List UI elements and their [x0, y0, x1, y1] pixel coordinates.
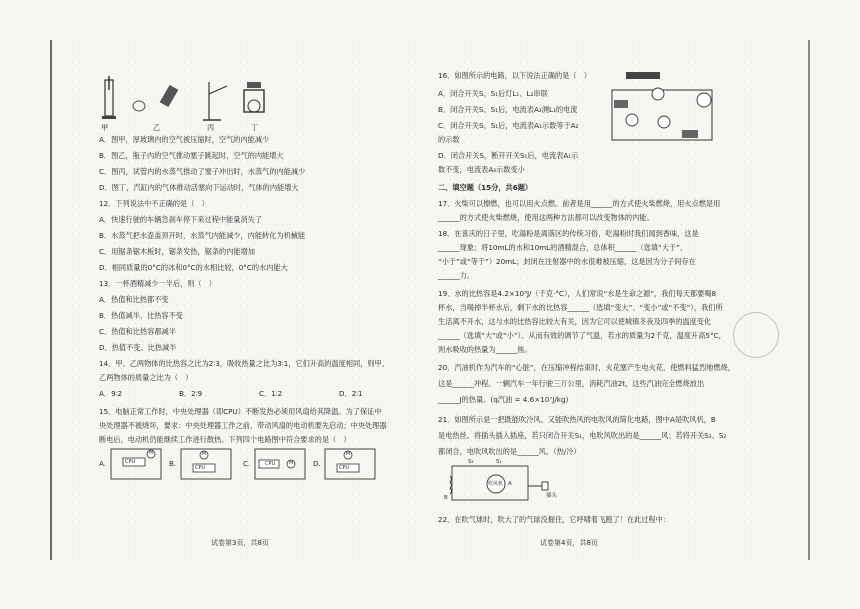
q15-motor-label-c: M [289, 460, 294, 466]
q20-line-3: ______J的热量。(q汽油 = 4.6×10⁷J/kg) [438, 395, 569, 404]
q14-stem-2: 乙两物体的质量之比为（ ） [99, 373, 193, 382]
q11-option-a: A．图甲，厚玻璃内的空气被压缩时，空气的内能减少 [99, 135, 270, 144]
q18-line-2: ______现象；将10mL的水和10mL的酒精混合，总体积______（选填“大于”、 [438, 243, 688, 252]
fig-label-jia: 甲 [101, 123, 109, 132]
q12-stem: 12．下列说法中不正确的是（ ） [99, 199, 209, 208]
left-page-footer: 试卷第3页，共8页 [211, 539, 269, 547]
q15-cpu-label-d: CPU [339, 465, 350, 471]
q14-option-c: C．1∶2 [259, 389, 283, 398]
q19-line-2: 杯水，当喝掉半杯水后，剩下水的比热容______（选填“变大”、“变小”或“不变”），我们所 [438, 303, 723, 312]
stamp-mark [733, 312, 779, 358]
q16-option-c: C．闭合开关S、S₁后，电流表A₁示数等于A₂ [438, 121, 579, 130]
q13-option-d: D．热值不变、比热减半 [99, 343, 177, 352]
q21-line-3: 都闭合，电吹风吹出的是______风。（热/冷） [438, 447, 581, 456]
q15-cpu-label-a: CPU [125, 459, 136, 465]
q12-option-a: A．快速行驶的车辆急刹车停下来过程中能量消失了 [99, 215, 263, 224]
q11-option-b: B．图乙，瓶子内的空气推动塞子跳起时，空气的内能增大 [99, 151, 284, 160]
q15-letter-d: D. [313, 459, 321, 468]
q19-line-3: 生活离不开水，这与水的比热容比较大有关，因为它可以使城镇冬夜及四季的温度变化 [438, 317, 712, 326]
fig21-label-a: A [508, 481, 512, 487]
q15-letter-c: C. [243, 459, 251, 468]
q19-line-1: 19．水的比热容是4.2×10³J/（千克·°C），人们常说“水是生命之源”，我们每天都要喝8 [438, 289, 717, 298]
q15-motor-label-a: M [149, 450, 154, 456]
q19-line-5: 则水吸收的热量为______焦。 [438, 345, 532, 354]
q13-stem: 13．一杯酒精减少一半后，则（ ） [99, 279, 216, 288]
q18-line-1: 18．在喜庆的日子里，吃湯粉是离落区的传统习俗，吃湯粉时我们闻到香味，这是 [438, 229, 699, 238]
q13-option-a: A．热值和比热都不变 [99, 295, 169, 304]
q15-letter-a: A. [99, 459, 107, 468]
q16-option-d-cont: 数不变，电流表A₂示数变小 [438, 165, 525, 174]
q19-line-4: ______（选填“大”或“小”）。从而有效的调节了气温，若水的质量为2千克，温度升高5°C， [438, 331, 726, 340]
q13-option-b: B．热值减半、比热容不变 [99, 311, 183, 320]
q11-option-d: D．图丁，汽缸内的气体推动活塞向下运动时，气体的内能增大 [99, 183, 299, 192]
q12-option-c: C．用锯条锯木板时，锯条发热，锯条的内能增加 [99, 247, 255, 256]
q12-option-d: D．相同质量的0°C的冰和0°C的水相比较，0°C的水内能大 [99, 263, 288, 272]
q12-option-b: B．水蒸气把水壶盖顶开时，水蒸气内能减少，内能转化为机械能 [99, 231, 306, 240]
q17-line-2: ______的方式使火柴燃烧，使用这两种方法都可以改变物体的内能。 [438, 213, 654, 222]
q15-stem-2: 央处理器不被烧坏，要求：中央处理器工作之前，带动风扇的电动机要先启动；中央处理器 [99, 421, 387, 430]
q17-line-1: 17．火柴可以擦燃，也可以用火点燃。前者是用______的方式使火柴燃烧，用火点燃是用 [438, 199, 721, 208]
q13-option-c: C．热值和比热容都减半 [99, 327, 176, 336]
scan-edge-right [808, 40, 810, 560]
q15-circuit-c [253, 446, 307, 482]
section-title: 二、填空题（15分，共6题） [438, 183, 533, 192]
q21-line-2: 是电热丝。将插头插入插座，若只闭合开关S₁，电吹风吹出的是______风；若将开关S₁、S₂ [438, 431, 727, 440]
q18-line-4: ______力。 [438, 271, 474, 280]
q16-circuit [602, 70, 722, 148]
fig21-label-b: B [444, 495, 448, 501]
right-page-footer: 试卷第4页，共8页 [540, 539, 598, 547]
q15-cpu-label-c: CPU [265, 461, 276, 467]
fig-label-yi: 乙 [153, 123, 161, 132]
q21-line-1: 21．如图所示是一把既能吹冷风、又能吹热风的电吹风的简化电路，图中A是吹风机，B [438, 415, 716, 424]
q11-figures [99, 76, 269, 126]
q14-stem-1: 14．甲、乙两物体的比热容之比为2∶3，吸收热量之比为3∶1，它们升高的温度相同，则甲、 [99, 359, 389, 368]
fig-label-bing: 丙 [207, 123, 215, 132]
q15-stem-3: 断电后，电动机仍能继续工作进行散热。下列四个电路图中符合要求的是（ ） [99, 435, 351, 444]
q14-option-d: D．2∶1 [339, 389, 363, 398]
fig21-label-plug: 插头 [546, 493, 558, 499]
q11-option-c: C．图丙，试管内的水蒸气推动了塞子冲出时，水蒸气的内能减少 [99, 167, 306, 176]
q15-letter-b: B. [169, 459, 177, 468]
fig21-label-s2: S₂ [468, 459, 474, 465]
q16-stem: 16．如图所示的电路，以下说法正确的是（ ） [438, 71, 591, 80]
scan-edge-left [50, 40, 52, 560]
q16-option-d: D．闭合开关S，断开开关S₁后，电流表A₁示 [438, 151, 579, 160]
q22-line: 22．在吹气球时，吹大了的气球没握住，它呼啸着飞跑了！在此过程中： [438, 515, 670, 524]
q16-option-a: A．闭合开关S、S₁后灯L₁、L₂串联 [438, 89, 548, 98]
q20-line-1: 20．汽油机作为汽车的“心脏”，在压缩冲程结束时，火花塞产生电火花，使燃料猛烈地燃烧， [438, 363, 735, 372]
q15-motor-label-d: M [346, 451, 351, 457]
q14-option-b: B．2∶9 [179, 389, 203, 398]
q15-motor-label-b: M [202, 451, 207, 457]
fig21-label-dryer: 吹风机 [488, 481, 504, 487]
q14-option-a: A．9∶2 [99, 389, 123, 398]
q15-circuit-a [109, 446, 163, 482]
q16-option-b: B．闭合开关S、S₁后，电流表A₂测L₁的电流 [438, 105, 578, 114]
q15-stem-1: 15．电脑正常工作时，中央处理器（即CPU）不断发热必须用风扇给其降温。为了保证中 [99, 407, 382, 416]
q18-line-3: “小于”或“等于”）20mL；封闭在注射器中的水很难被压缩，这是因为分子间存在 [438, 257, 696, 266]
q20-line-2: 这是______冲程。一辆汽车一年行驶三万公里，消耗汽油2t，这些汽油完全燃烧放出 [438, 379, 705, 388]
fig-label-ding: 丁 [251, 123, 259, 132]
fig21-label-s1: S₁ [496, 459, 502, 465]
q16-option-c-cont: 的示数 [438, 135, 460, 144]
q15-cpu-label-b: CPU [195, 465, 206, 471]
